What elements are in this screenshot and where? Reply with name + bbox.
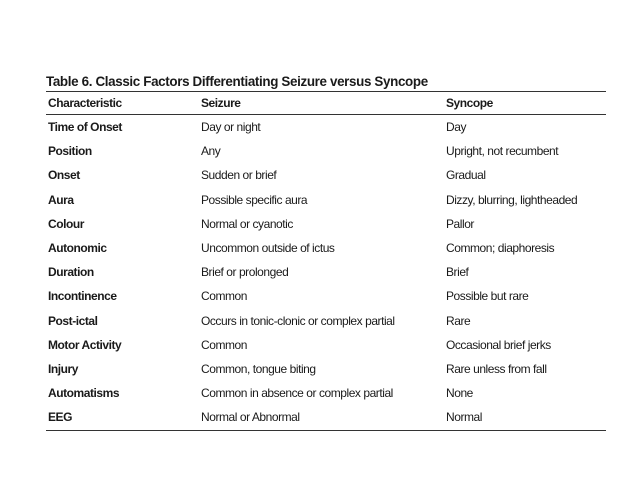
seizure-cell: Brief or prolonged — [201, 265, 289, 280]
table-row — [46, 115, 606, 140]
table-header — [46, 92, 606, 115]
syncope-cell: Pallor — [446, 216, 474, 231]
seizure-cell: Any — [201, 144, 221, 159]
characteristic-cell: Aura — [48, 192, 74, 207]
seizure-cell: Possible specific aura — [201, 192, 308, 207]
characteristic-cell: Position — [48, 144, 92, 159]
header-characteristic: Characteristic — [46, 92, 199, 115]
syncope-cell: Dizzy, blurring, lightheaded — [446, 192, 578, 207]
characteristic-cell: Post-ictal — [48, 313, 98, 328]
table-row — [46, 139, 606, 163]
seizure-cell: Day or night — [201, 120, 261, 134]
characteristic-cell: Incontinence — [48, 289, 117, 304]
table-row — [46, 236, 606, 260]
table-row — [46, 309, 606, 333]
seizure-cell: Sudden or brief — [201, 168, 277, 183]
table-row — [46, 333, 606, 357]
characteristic-cell: Motor Activity — [48, 337, 122, 352]
syncope-cell: Day — [446, 120, 466, 134]
table-row — [46, 357, 606, 381]
table-row — [46, 381, 606, 405]
table-row — [46, 212, 606, 236]
characteristic-cell: Colour — [48, 216, 84, 231]
seizure-cell: Normal or cyanotic — [201, 216, 293, 231]
syncope-cell: Rare unless from fall — [446, 362, 547, 377]
syncope-cell: Rare — [446, 313, 471, 328]
syncope-cell: Common; diaphoresis — [446, 241, 555, 256]
characteristic-cell: Autonomic — [48, 241, 107, 256]
table-body — [46, 115, 606, 431]
seizure-cell: Uncommon outside of ictus — [201, 241, 335, 256]
seizure-cell: Common — [201, 289, 247, 304]
seizure-cell: Normal or Abnormal — [201, 410, 300, 425]
syncope-cell: Possible but rare — [446, 289, 529, 304]
header-seizure: Seizure — [199, 92, 444, 115]
table-row — [46, 405, 606, 430]
characteristic-cell: Onset — [48, 168, 80, 183]
seizure-cell: Occurs in tonic-clonic or complex partial — [201, 313, 395, 328]
table-row — [46, 163, 606, 187]
table-row — [46, 188, 606, 212]
syncope-cell: None — [446, 386, 473, 401]
header-row — [46, 92, 606, 115]
syncope-cell: Brief — [446, 265, 469, 280]
syncope-cell: Occasional brief jerks — [446, 337, 551, 352]
syncope-cell: Upright, not recumbent — [446, 144, 559, 159]
table-row — [46, 260, 606, 284]
characteristic-cell: Automatisms — [48, 386, 120, 401]
seizure-cell: Common — [201, 337, 247, 352]
syncope-cell: Gradual — [446, 168, 486, 183]
seizure-cell: Common, tongue biting — [201, 362, 316, 377]
header-syncope: Syncope — [444, 92, 606, 115]
document-page — [46, 72, 606, 431]
seizure-cell: Common in absence or complex partial — [201, 386, 393, 401]
characteristic-cell: EEG — [48, 410, 72, 425]
characteristic-cell: Duration — [48, 265, 94, 280]
characteristic-cell: Time of Onset — [48, 120, 122, 134]
table-title: Table 6. Classic Factors Differentiating Seizure versus Syncope — [46, 74, 428, 89]
table-row — [46, 284, 606, 308]
characteristic-cell: Injury — [48, 362, 78, 377]
comparison-table — [46, 91, 606, 431]
syncope-cell: Normal — [446, 410, 482, 425]
